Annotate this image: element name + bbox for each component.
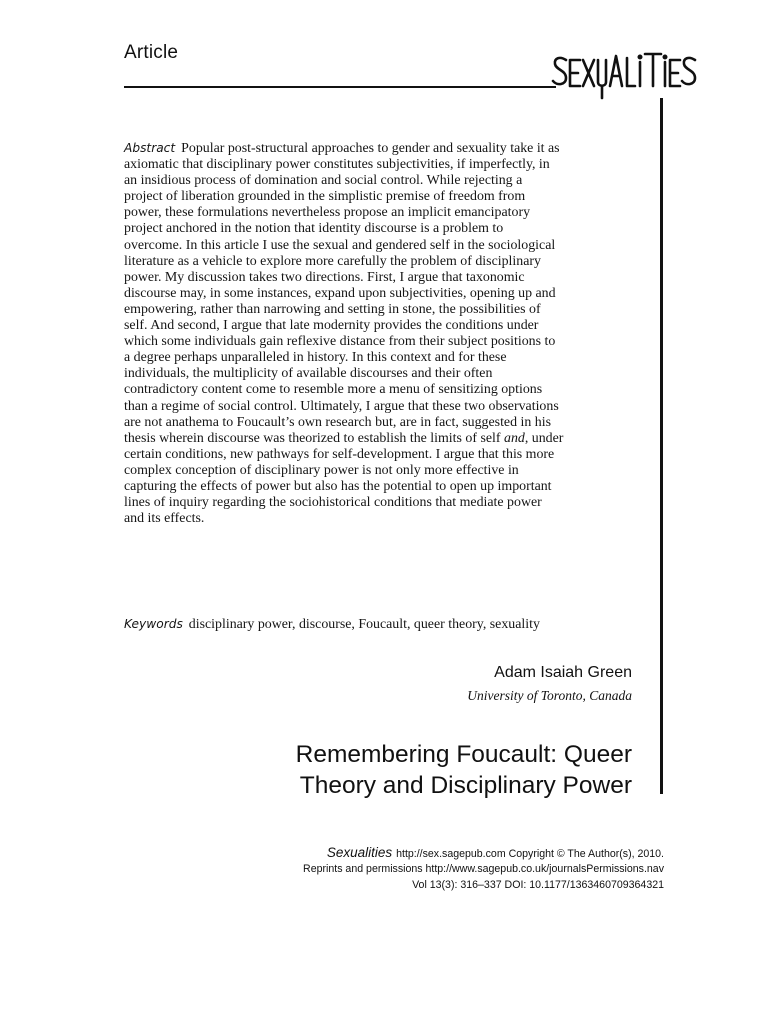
title-line-2: Theory and Disciplinary Power — [299, 772, 632, 799]
keywords-label: Keywords — [124, 617, 183, 631]
author-affiliation: University of Toronto, Canada — [467, 688, 632, 703]
abstract-text: Popular post-structural approaches to gender and sexuality take it as axiomatic that disciplinary power constitutes subjectivities, if imperfectly, in an insidious process of domination and social control. While rejecting a project of liberation grounded in the simplistic premise of freedom from power, these formulations nevertheless propose an implicit emancipatory project anchored in the notion that identity discourse is a problem to overcome. In this article I use the sexual and gendered self in the sociological literature as a vehicle to explore more carefully the problem of disciplinary power. My discussion takes two directions. First, I argue that taxonomic discourse may, in some instances, expand upon subjectivities, opening up and empowering, rather than narrowing and setting in stone, the possibilities of self. And second, I argue that late modernity provides the conditions under which some individuals gain reflexive distance from their subject positions to a degree perhaps unparalleled in history. In this context and for these individuals, the multiplicity of available discourses and their often contradictory content come to resemble more a menu of sensitizing options than a regime of social control. Ultimately, I argue that these two observations are not anathema to Foucault’s own research but, are in fact, suggested in his thesis wherein discourse was theorized to establish the limits of self — [124, 141, 560, 446]
abstract-text-after: , under certain conditions, new pathways for self-development. I argue that this more complex conception of disciplinary power is not only more effective in capturing the effects of power but also has the potential to open up important lines of inquiry regarding the sociohistorical conditions that mediate power and its effects. — [124, 430, 564, 527]
journal-name: Sexualities — [326, 845, 393, 860]
abstract-label: Abstract — [124, 141, 176, 155]
journal-logo-wordmark — [550, 48, 698, 100]
keywords-text: disciplinary power, discourse, Foucault, queer theory, sexuality — [188, 617, 540, 632]
vertical-rule — [660, 98, 663, 794]
title-line-1: Remembering Foucault: Queer — [295, 741, 632, 768]
journal-url-copyright: http://sex.sagepub.com Copyright © The Author(s), 2010. — [396, 848, 664, 860]
article-title — [212, 739, 632, 801]
citation-line-2: Reprints and permissions http://www.sagepub.co.uk/journalsPermissions.nav — [303, 863, 664, 876]
abstract-emphasis: and — [504, 430, 525, 446]
keywords-paragraph — [124, 616, 564, 633]
header-rule — [124, 86, 556, 88]
author-name: Adam Isaiah Green — [494, 664, 632, 681]
article-type-label: Article — [124, 42, 179, 63]
abstract-paragraph — [124, 140, 564, 527]
citation-line-1 — [204, 845, 664, 862]
journal-logo — [550, 48, 698, 100]
citation-line-3: Vol 13(3): 316–337 DOI: 10.1177/1363460709364321 — [412, 878, 664, 891]
keywords-section — [124, 616, 564, 633]
abstract-section — [124, 140, 564, 527]
citation-block — [204, 845, 664, 893]
